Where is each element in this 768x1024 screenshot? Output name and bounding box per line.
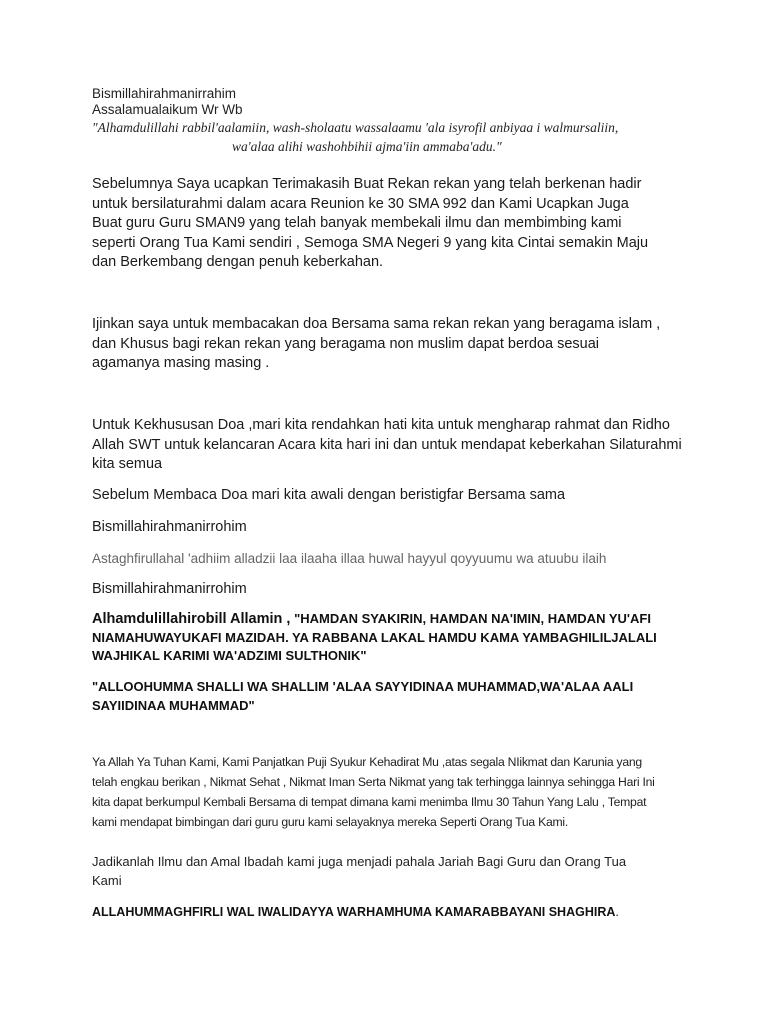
paragraph-teachers: Jadikanlah Ilmu dan Amal Ibadah kami juga menjadi pahala Jariah Bagi Guru dan Orang Tua Kami: [92, 854, 627, 888]
arabic-opening: [92, 118, 692, 156]
closing-text: ALLAHUMMAGHFIRLI WAL IWALIDAYYA WARHAMHUMA KAMARABBAYANI SHAGHIRA: [92, 905, 616, 919]
arabic-line-2: wa'alaa alihi washohbihii ajma'iin ammaba'adu.": [232, 139, 502, 154]
paragraph-special-prayer: Untuk Kekhususan Doa ,mari kita rendahkan hati kita untuk mengharap rahmat dan Ridho Allah SWT untuk kelancaran Acara kita hari ini dan untuk mendapat keberkahan Silaturahmi kita semua: [92, 417, 682, 472]
astaghfirullah-line: Astaghfirullahal 'adhiim alladzii laa ilaaha illaa huwal hayyul qoyyuumu wa atuubu ilaih: [92, 551, 607, 566]
arabic-line-1: "Alhamdulillahi rabbil'aalamiin, wash-sholaatu wassalaamu 'ala isyrofil anbiyaa i walmursaliin,: [92, 120, 619, 135]
hamdan-prayer: [92, 610, 667, 666]
hamdan-text: "HAMDAN SYAKIRIN, HAMDAN NA'IMIN, HAMDAN YU'AFI NIAMAHUWAYUKAFI MAZIDAH. YA RABBANA LAKAL HAMDU KAMA YAMBAGHILILJALALI WAJHIKAL KARIMI WA'ADZIMI SULTHONIK": [92, 611, 657, 663]
hamdan-lead: Alhamdulillahirobill Allamin ,: [92, 611, 291, 627]
bismillah-heading: Bismillahirahmanirrahim: [92, 86, 237, 101]
salam-line: Assalamualaikum Wr Wb: [92, 102, 243, 117]
sholawat-prayer: "ALLOOHUMMA SHALLI WA SHALLIM 'ALAA SAYYIDINAA MUHAMMAD,WA'ALAA AALI SAYIIDINAA MUHAMMAD": [92, 679, 634, 713]
bismillah-line-3: Bismillahirahmanirrohim: [92, 581, 247, 597]
bismillah-line-2: Bismillahirahmanirrohim: [92, 519, 247, 535]
closing-period: .: [615, 905, 619, 919]
paragraph-gratitude: Ya Allah Ya Tuhan Kami, Kami Panjatkan Puji Syukur Kehadirat Mu ,atas segala NIikmat dan Karunia yang telah engkau berikan , Nikmat Sehat , Nikmat Iman Serta Nikmat yang tak terhingga lainnya sehingga Hari Ini kita dapat berkumpul Kembali Bersama di tempat dimana kami menimba Ilmu 30 Tahun Yang Lalu , Tempat kami mendapat bimbingan dari guru guru kami selayaknya mereka Seperti Orang Tua Kami.: [92, 755, 655, 829]
paragraph-invitation: Ijinkan saya untuk membacakan doa Bersama sama rekan rekan yang beragama islam , dan Khusus bagi rekan rekan yang beragama non muslim dapat berdoa sesuai agamanya masing masing .: [92, 316, 661, 371]
paragraph-thanks: Sebelumnya Saya ucapkan Terimakasih Buat Rekan rekan yang telah berkenan hadir untuk bersilaturahmi dalam acara Reunion ke 30 SMA 992 dan Kami Ucapkan Juga Buat guru Guru SMAN9 yang telah banyak membekali ilmu dan membimbing kami seperti Orang Tua Kami sendiri , Semoga SMA Negeri 9 yang kita Cintai semakin Maju dan Berkembang dengan penuh keberkahan.: [92, 176, 649, 270]
closing-prayer: [92, 903, 692, 922]
paragraph-istigfar-intro: Sebelum Membaca Doa mari kita awali dengan beristigfar Bersama sama: [92, 487, 566, 503]
